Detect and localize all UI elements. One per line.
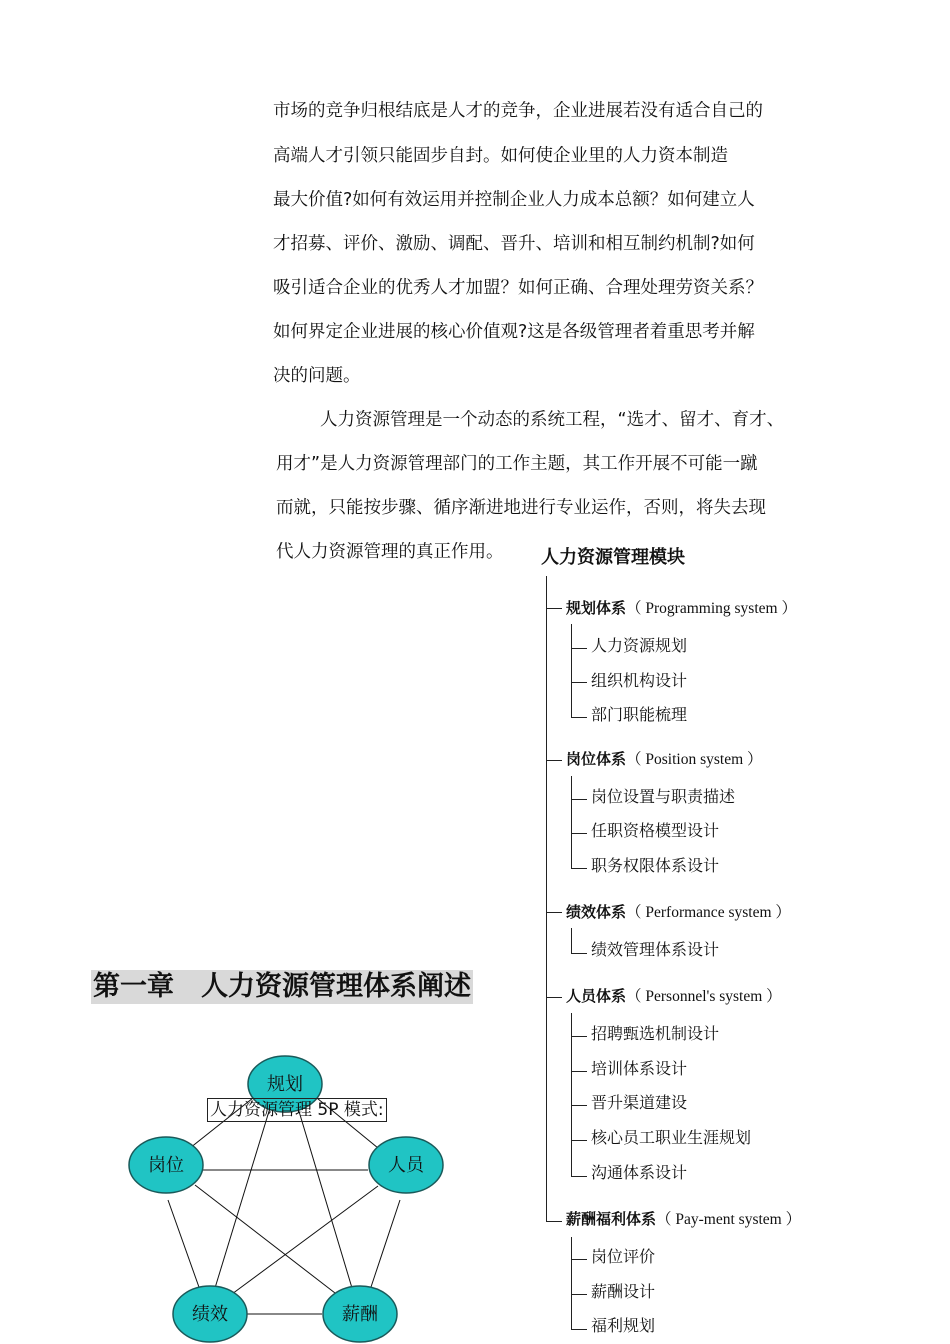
tree-title: 人力资源管理模块 <box>541 547 685 568</box>
tree-sub-line <box>571 776 572 868</box>
tree-leaf-line <box>571 1071 587 1072</box>
node-perf-label: 绩效 <box>192 1304 228 1325</box>
paragraph1-line-7: 决的问题。 <box>273 366 361 386</box>
tree-item: 岗位设置与职责描述 <box>591 787 736 806</box>
tree-leaf-line <box>571 682 587 683</box>
tree-leaf-line <box>571 1176 587 1177</box>
tree-item: 绩效管理体系设计 <box>591 940 720 959</box>
category-personnel <box>566 986 782 1007</box>
tree-item: 职务权限体系设计 <box>591 856 720 875</box>
tree-item: 招聘甄选机制设计 <box>591 1024 720 1043</box>
paragraph2-line-4: 代人力资源管理的真正作用。 <box>276 542 504 562</box>
tree-branch-line <box>546 997 562 998</box>
category-name: 绩效体系 <box>566 903 627 921</box>
tree-sub-line <box>571 624 572 717</box>
tree-leaf-line <box>571 833 587 834</box>
paragraph2-line-1: 人力资源管理是一个动态的系统工程，“选才、留才、育才、 <box>320 410 785 430</box>
category-payment <box>566 1209 801 1230</box>
tree-item: 薪酬设计 <box>591 1282 656 1301</box>
tree-item: 培训体系设计 <box>591 1059 688 1078</box>
paragraph1-line-3: 最大价值?如何有效运用并控制企业人力成本总额？如何建立人 <box>273 190 755 210</box>
paragraph1-line-2: 高端人才引领只能固步自封。如何使企业里的人力资本制造 <box>273 146 728 166</box>
tree-item: 人力资源规划 <box>591 636 688 655</box>
tree-item: 福利规划 <box>591 1316 656 1335</box>
paragraph1-line-4: 才招募、评价、激励、调配、晋升、培训和相互制约机制?如何 <box>273 234 755 254</box>
category-name: 薪酬福利体系 <box>566 1210 657 1228</box>
category-en: （ Position system ） <box>626 751 763 768</box>
category-programming <box>566 598 797 619</box>
category-name: 岗位体系 <box>566 750 627 768</box>
tree-leaf-line <box>571 1140 587 1141</box>
category-en: （ Personnel's system ） <box>626 988 782 1005</box>
paragraph1-line-1: 市场的竞争归根结底是人才的竞争，企业进展若没有适合自己的 <box>273 101 763 121</box>
tree-branch-line <box>546 912 562 913</box>
category-performance <box>566 902 791 923</box>
node-plan-label: 规划 <box>267 1074 303 1095</box>
tree-sub-line <box>571 1237 572 1329</box>
tree-item: 岗位评价 <box>591 1247 656 1266</box>
tree-item: 核心员工职业生涯规划 <box>591 1128 752 1147</box>
tree-branch-line <box>546 1221 562 1222</box>
category-position <box>566 749 763 770</box>
tree-leaf-line <box>571 868 587 869</box>
category-en: （ Pay-ment system ） <box>656 1211 802 1228</box>
tree-item: 任职资格模型设计 <box>591 821 720 840</box>
node-post-label: 岗位 <box>148 1155 184 1176</box>
paragraph2-line-2: 用才”是人力资源管理部门的工作主题，其工作开展不可能一蹴 <box>276 454 758 474</box>
tree-sub-line <box>571 1013 572 1176</box>
tree-leaf-line <box>571 1036 587 1037</box>
paragraph1-line-6: 如何界定企业进展的核心价值观?这是各级管理者着重思考并解 <box>273 322 755 342</box>
node-pay-label: 薪酬 <box>342 1304 378 1325</box>
category-name: 规划体系 <box>566 599 627 617</box>
category-en: （ Programming system ） <box>626 600 797 617</box>
tree-leaf-line <box>571 1329 587 1330</box>
tree-leaf-line <box>571 799 587 800</box>
paragraph1-line-5: 吸引适合企业的优秀人才加盟？如何正确、合理处理劳资关系？ <box>273 278 763 298</box>
tree-leaf-line <box>571 648 587 649</box>
tree-leaf-line <box>571 953 587 954</box>
tree-leaf-line <box>571 717 587 718</box>
tree-item: 沟通体系设计 <box>591 1163 688 1182</box>
category-en: （ Performance system ） <box>626 904 791 921</box>
tree-sub-line <box>571 928 572 953</box>
tree-leaf-line <box>571 1294 587 1295</box>
tree-item: 晋升渠道建设 <box>591 1093 688 1112</box>
tree-item: 部门职能梳理 <box>591 705 688 724</box>
category-name: 人员体系 <box>566 987 627 1005</box>
tree-leaf-line <box>571 1105 587 1106</box>
node-staff-label: 人员 <box>388 1155 424 1176</box>
chapter-heading: 第一章 人力资源管理体系阐述 <box>93 971 471 1002</box>
tree-branch-line <box>546 608 562 609</box>
tree-trunk-line <box>546 576 547 1221</box>
paragraph2-line-3: 而就，只能按步骤、循序渐进地进行专业运作，否则，将失去现 <box>276 498 766 518</box>
diagram-caption: 人力资源管理 5P 模式: <box>207 1098 387 1122</box>
tree-item: 组织机构设计 <box>591 671 688 690</box>
five-p-nodes <box>110 1050 470 1344</box>
tree-leaf-line <box>571 1259 587 1260</box>
tree-branch-line <box>546 760 562 761</box>
